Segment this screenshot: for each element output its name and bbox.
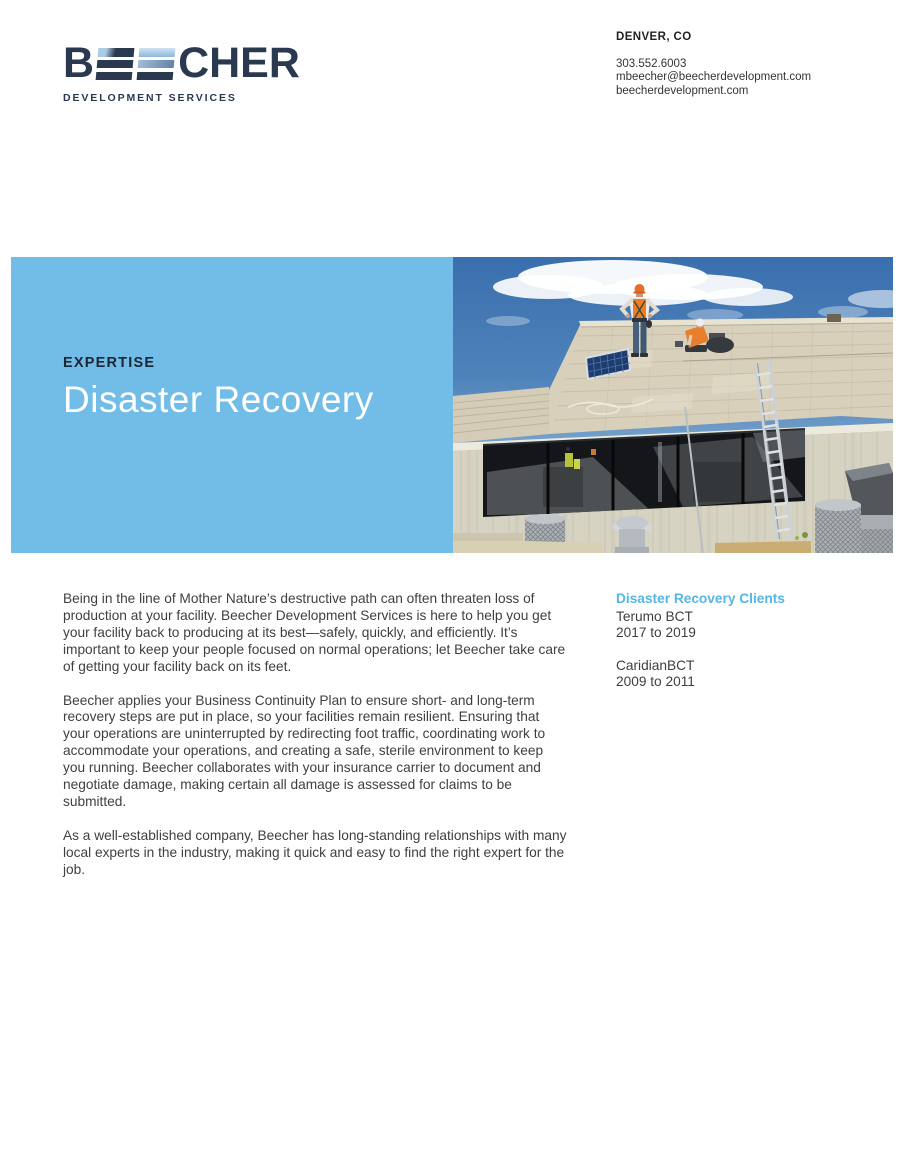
client-item bbox=[616, 658, 856, 691]
contact-phone: 303.552.6003 bbox=[616, 57, 687, 70]
client-name: CaridianBCT bbox=[616, 657, 695, 673]
logo-text-cher: CHER bbox=[178, 39, 300, 87]
brand-logo bbox=[63, 39, 300, 104]
contact-block bbox=[616, 31, 811, 98]
roof-workers-photo bbox=[453, 257, 893, 553]
contact-email: mbeecher@beecherdevelopment.com bbox=[616, 71, 812, 83]
page-title: Disaster Recovery bbox=[63, 379, 374, 420]
contact-website: beecherdevelopment.com bbox=[616, 84, 749, 97]
clients-heading: Disaster Recovery Clients bbox=[616, 591, 785, 606]
logo-e-glyph bbox=[137, 48, 176, 80]
client-period: 2009 to 2011 bbox=[616, 674, 695, 689]
logo-wordmark bbox=[63, 39, 300, 87]
client-period: 2017 to 2019 bbox=[616, 625, 696, 640]
clients-sidebar bbox=[616, 591, 856, 707]
expertise-banner bbox=[11, 257, 893, 553]
logo-building-ee-icon bbox=[97, 48, 174, 80]
banner-text-block bbox=[63, 355, 374, 421]
paragraph: Being in the line of Mother Nature’s destructive path can often threaten loss of production at your facility. Beecher Development Services is here to help you get your facility back to producing at its best—safely, quickly, and efficiently. It’s important to keep your people focused on normal operations; let Beecher take care of getting your facility back on its feet. bbox=[63, 591, 566, 674]
banner-eyebrow: EXPERTISE bbox=[63, 355, 156, 371]
contact-location: DENVER, CO bbox=[616, 31, 692, 43]
paragraph: As a well-established company, Beecher has long-standing relationships with many local experts in the industry, making it quick and easy to find the right expert for the job. bbox=[63, 827, 567, 877]
logo-e-glyph bbox=[96, 48, 135, 80]
logo-text-b: B bbox=[63, 39, 95, 87]
client-name: Terumo BCT bbox=[616, 608, 693, 624]
logo-tagline: DEVELOPMENT SERVICES bbox=[63, 92, 237, 104]
body-copy bbox=[63, 591, 567, 896]
client-item bbox=[616, 609, 856, 642]
paragraph: Beecher applies your Business Continuity Plan to ensure short- and long-term recovery steps are put in place, so your facilities remain resilient. Ensuring that your operations are uninterrupted by redirecting foot traffic, coordinating work to accommodate your operations, and creating a safe, sterile environment to keep you running. Beecher collaborates with your insurance carrier to document and negotiate damage, making certain all damage is assessed for claims to be submitted. bbox=[63, 692, 546, 809]
